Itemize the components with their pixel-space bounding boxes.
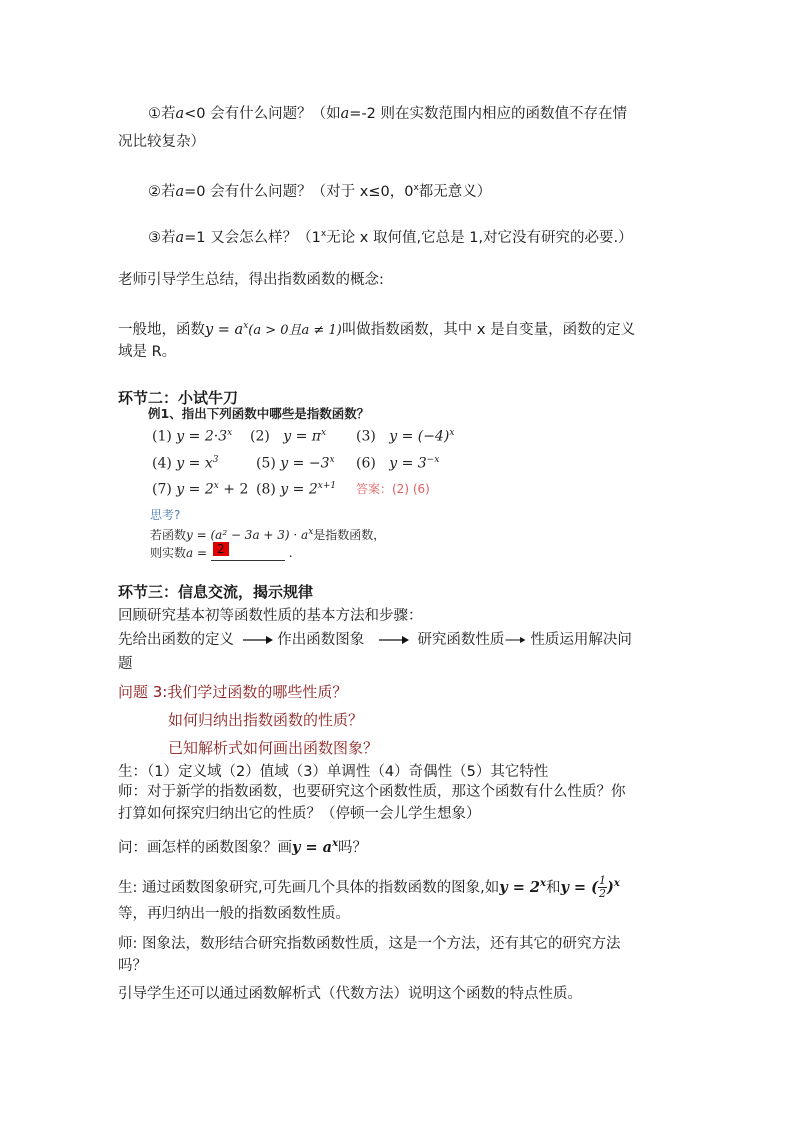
question-2: ②若a=0 会有什么问题？（对于 x≤0，0$^x$都无意义） [148, 183, 492, 200]
student-answer-1: 生：（1）定义域（2）值域（3）单调性（4）奇偶性（5）其它特性 [118, 764, 549, 780]
steps-line [118, 628, 632, 652]
example-item-6: (6) $y = 3^{-x}$ [356, 455, 440, 472]
arrow-right-icon [239, 633, 273, 647]
example-title: 例1、指出下列函数中哪些是指数函数？ [148, 406, 370, 421]
question-3-sub2: 已知解析式如何画出函数图象？ [168, 739, 379, 757]
section-3-title: 环节三：信息交流，揭示规律 [118, 583, 314, 601]
teacher-line-1: 师：对于新学的指数函数，也要研究这个函数性质，那这个函数有什么性质？你 [118, 784, 626, 800]
example-item-5: (5) $y = -3^x$ [256, 455, 335, 472]
answer-fill-box: 2 [213, 542, 229, 556]
question-3-sub1: 如何归纳出指数函数的性质？ [168, 711, 364, 729]
student-answer-2: 生: 通过函数图象研究,可先画几个具体的指数函数的图象,如$y = 2^x$和y = ( $\frac{1}{2}$ )$^x$ [118, 874, 620, 901]
step-1: 先给出函数的定义 [118, 632, 234, 648]
definition-line2: 域是 R。 [118, 344, 177, 360]
summary-intro: 老师引导学生总结，得出指数函数的概念: [118, 272, 384, 288]
think-label: 思考? [150, 508, 181, 522]
question-1-line2: 况比较复杂） [118, 134, 205, 150]
example-item-4: (4) $y = x^3$ [152, 455, 219, 472]
example-item-3: (3) $y = (-4)^x$ [356, 428, 455, 445]
guide-text: 引导学生还可以通过函数解析式（代数方法）说明这个函数的特点性质。 [118, 986, 582, 1002]
think-question-line2: 则实数a = 2 . [150, 542, 293, 560]
student-answer-2-line2: 等，再归纳出一般的指数函数性质。 [118, 906, 350, 922]
step-3: 研究函数性质 [417, 632, 505, 648]
question-1-line1: ①若a<0 会有什么问题？（如a=-2 则在实数范围内相应的函数值不存在情 [148, 106, 628, 122]
fraction-one-half: $\frac{1}{2}$ [599, 874, 606, 901]
step-2: 作出函数图象 [277, 632, 365, 648]
step-4: 性质运用解决问 [530, 632, 632, 648]
steps-line2: 题 [118, 656, 133, 672]
example-item-8: (8) $y = 2^{x+1}$ [256, 481, 337, 498]
teacher-2-line-2: 吗？ [118, 958, 147, 974]
section-2-title: 环节二：小试牛刀 [118, 389, 239, 407]
arrow-right-icon [375, 633, 409, 647]
question-3: ③若a=1 又会怎么样？（1$^x$无论 x 取何值,它总是 1,对它没有研究的必要.） [148, 229, 633, 246]
definition-line1: 一般地，函数$y = a^x(a > 0$且a ≠ 1)叫做指数函数，其中 x 是自变量，函数的定义 [118, 321, 636, 338]
teacher-2-line-1: 师: 图象法，数形结合研究指数函数性质，这是一个方法，还有其它的研究方法 [118, 936, 621, 952]
example-item-2: (2) $y = \pi^x$ [250, 428, 327, 445]
teacher-line-2: 打算如何探究归纳出它的性质？（停顿一会儿学生想象） [118, 806, 481, 822]
ask-line: 问：画怎样的函数图象？画$y = a^x$吗？ [118, 838, 368, 856]
think-question-line1: 若函数$y = (a^2 - 3a + 3) \cdot a^x$是指数函数， [150, 527, 386, 542]
question-3-heading: 问题 3:我们学过函数的哪些性质？ [118, 683, 348, 701]
review-text: 回顾研究基本初等函数性质的基本方法和步骤： [118, 608, 423, 624]
example-item-1: (1) $y = 2\cdot 3^x$ [152, 428, 233, 445]
example-item-7: (7) $y = 2^x + 2$ [152, 481, 249, 498]
arrow-right-icon [504, 633, 530, 647]
example-answer: 答案：(2) (6) [356, 482, 430, 496]
